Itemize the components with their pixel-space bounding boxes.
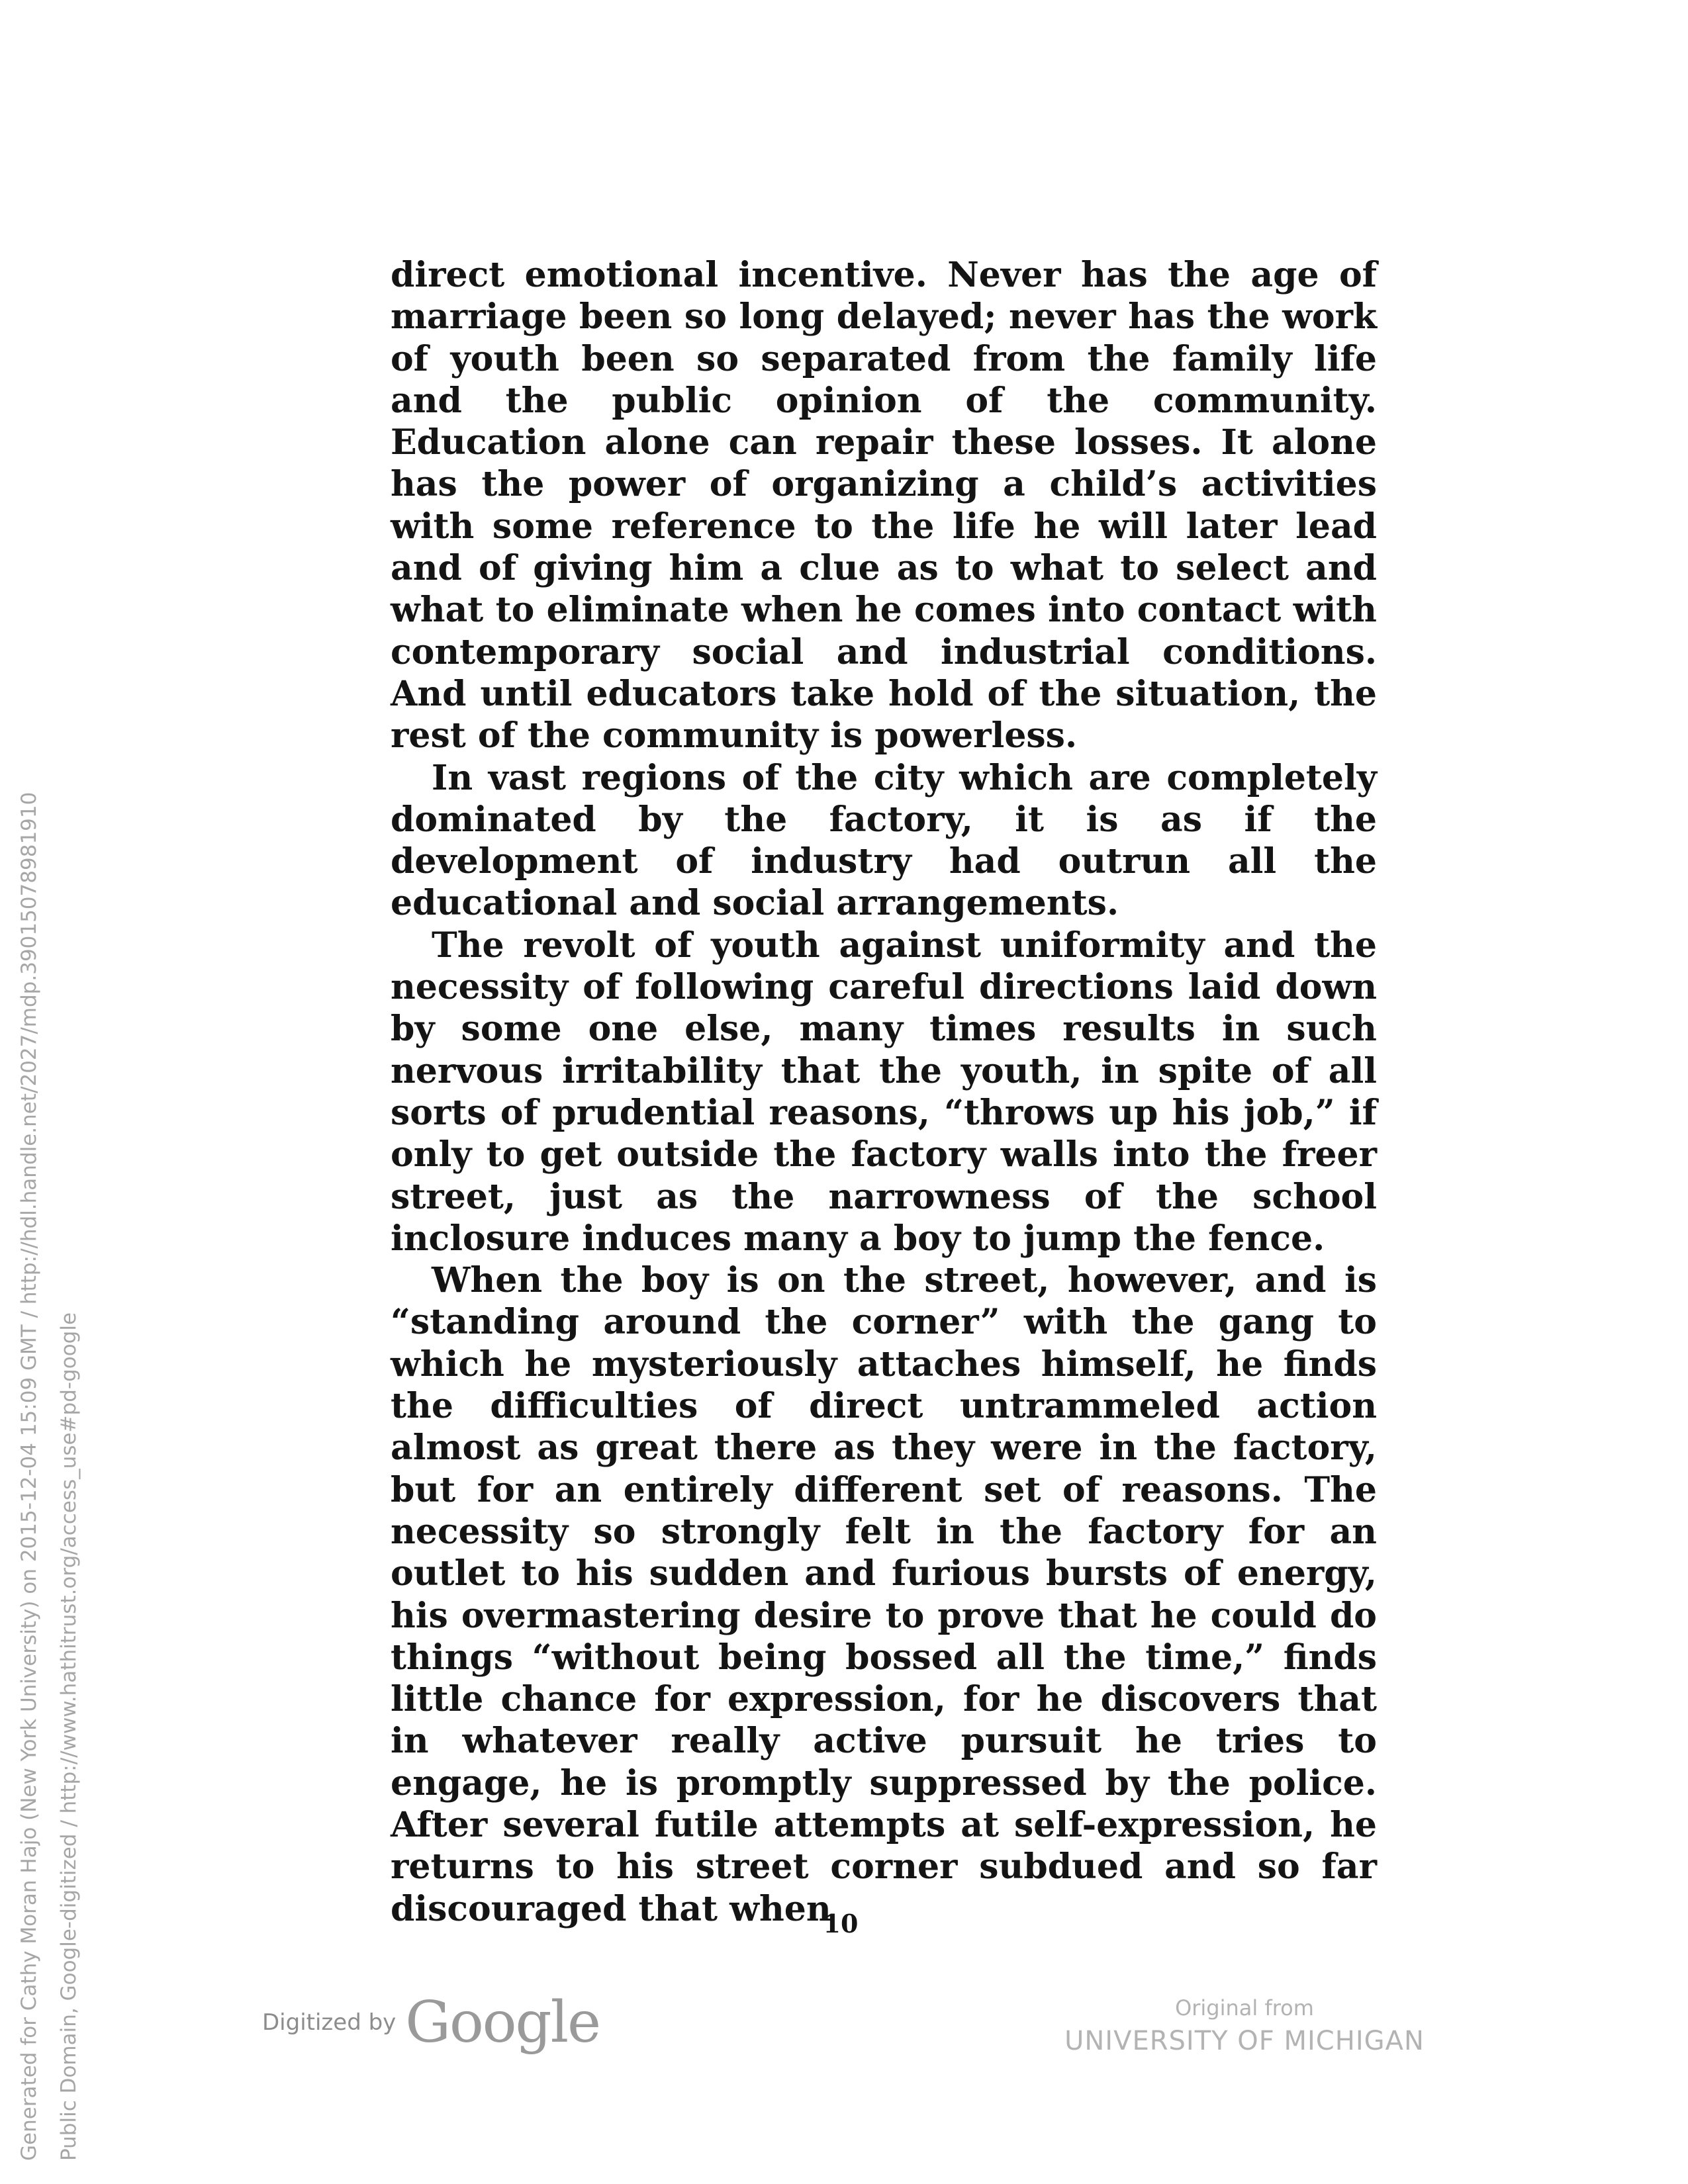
digitized-label: Digitized by (262, 2009, 397, 2036)
paragraph-3: The revolt of youth against uniformity and the necessity of following careful directions laid down by some one else, many times results in such nervous irritability that the youth, in spite of all sorts of prudential reasons, “throws up his job,” if only to get outside the factory walls into the freer street, just as the narrowness of the school inclosure induces many a boy to jump the fence. (391, 925, 1377, 1259)
paragraph-1: direct emotional incentive. Never has the age of marriage been so long delayed; never has the work of youth been so separated from the family life and the public opinion of the community. Education alone can repair these losses. It alone has the power of organizing a child’s activities with some reference to the life he will later lead and of giving him a clue as to what to select and what to eliminate when he comes into contact with contemporary social and industrial conditions. And until educators take hold of the situation, the rest of the community is powerless. (391, 255, 1377, 756)
paragraph-2: In vast regions of the city which are completely dominated by the factory, it is as if the development of industry had outrun all the educational and social arrangements. (391, 757, 1377, 924)
institution-name: UNIVERSITY OF MICHIGAN (1064, 2026, 1425, 2056)
watermark-rights-line: Public Domain, Google-digitized / http://www.hathitrust.org/access_use#pd-google (57, 1312, 81, 2161)
provenance-watermark (9, 792, 89, 2161)
digitized-by-google (262, 1989, 600, 2056)
page-number: 10 (823, 1909, 859, 1938)
paragraph-4: When the boy is on the street, however, and is “standing around the corner” with the gang to which he mysteriously attaches himself, he finds the difficulties of direct untrammeled action almost as great there as they were in the factory, but for an entirely different set of reasons. The necessity so strongly felt in the factory for an outlet to his sudden and furious bursts of energy, his overmastering desire to prove that he could do things “without being bossed all the time,” finds little chance for expression, for he discovers that in whatever really active pursuit he tries to engage, he is promptly suppressed by the police. After several futile attempts at self-expression, he returns to his street corner subdued and so far discouraged that when (391, 1260, 1377, 1929)
body-text (391, 254, 1377, 1930)
original-from-label: Original from (1175, 1995, 1314, 2021)
original-source (1059, 1993, 1430, 2060)
watermark-generated-line: Generated for Cathy Moran Hajo (New York University) on 2015-12-04 15:09 GMT / http://hdl.handle.net/2027/mdp.39015078981910 (17, 792, 41, 2161)
google-logo: Google (405, 1989, 600, 2056)
